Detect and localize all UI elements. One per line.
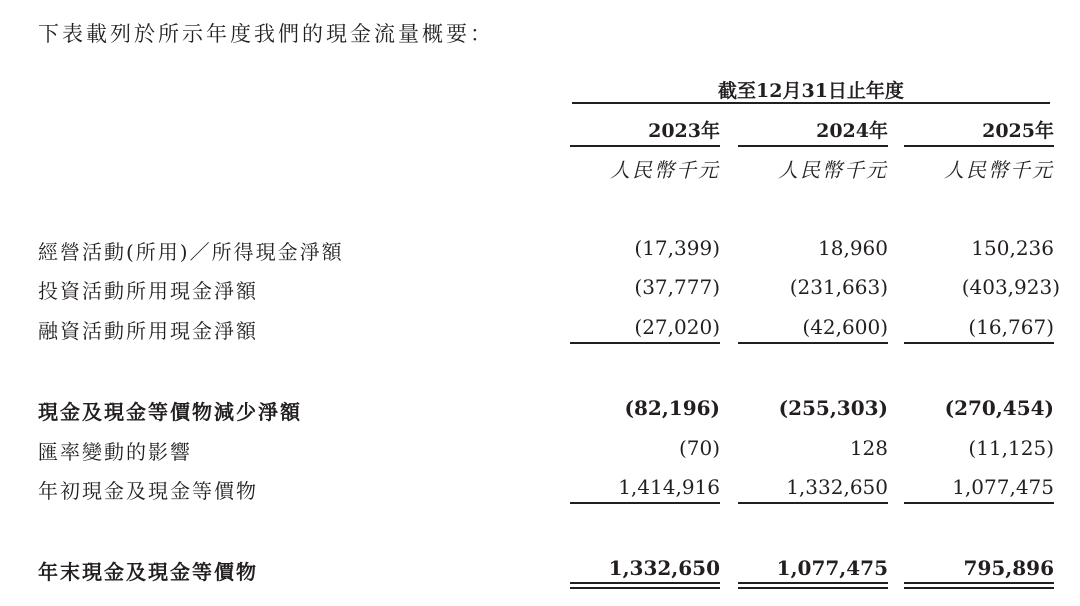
value-2025: 1,077,475 [952,475,1054,499]
table-row [0,436,1080,466]
value-2024: 1,077,475 [776,556,888,580]
table-row [0,315,1080,345]
value-2025: (11,125) [968,436,1054,460]
value-2025: 795,896 [963,556,1054,580]
value-2023: (70) [678,436,720,460]
year-header-2023: 2023年 [570,116,720,147]
total-double-rule [904,582,1054,589]
value-2025: (16,767) [968,315,1054,339]
year-header-2024: 2024年 [738,116,888,147]
total-double-rule [570,582,720,589]
row-label: 投資活動所用現金淨額 [38,279,258,303]
row-label: 年末現金及現金等價物 [38,560,258,584]
row-label: 現金及現金等價物減少淨額 [38,400,302,424]
subtotal-rule [904,342,1054,344]
unit-label: 人民幣千元 [778,158,888,182]
subtotal-rule [570,502,720,504]
value-2023: (27,020) [634,315,720,339]
intro-text: 下表載列於所示年度我們的現金流量概要： [38,22,494,46]
subtotal-rule [904,502,1054,504]
table-row [0,275,1080,305]
value-2023: (82,196) [624,396,720,420]
period-rule [572,102,1050,104]
subtotal-rule [738,342,888,344]
table-row [0,396,1080,426]
value-2024: (42,600) [802,315,888,339]
value-2024: (255,303) [778,396,888,420]
value-2023: (17,399) [634,236,720,260]
subtotal-rule [738,502,888,504]
unit-label: 人民幣千元 [944,158,1054,182]
value-2024: (231,663) [789,275,888,299]
table-row [0,236,1080,266]
row-label: 經營活動(所用)／所得現金淨額 [38,240,344,264]
period-header: 截至12月31日止年度 [718,80,904,102]
row-label: 融資活動所用現金淨額 [38,319,258,343]
subtotal-rule [570,342,720,344]
total-double-rule [738,582,888,589]
unit-label: 人民幣千元 [610,158,720,182]
value-2024: 1,332,650 [786,475,888,499]
value-2023: (37,777) [634,275,720,299]
value-2024: 128 [849,436,888,460]
value-2025: 150,236 [971,236,1054,260]
table-row [0,475,1080,505]
value-2025: (403,923) [961,275,1060,299]
value-2025: (270,454) [944,396,1054,420]
row-label: 匯率變動的影響 [38,440,192,464]
value-2023: 1,414,916 [618,475,720,499]
row-label: 年初現金及現金等價物 [38,479,258,503]
value-2024: 18,960 [818,236,888,260]
year-header-2025: 2025年 [904,116,1054,147]
value-2023: 1,332,650 [608,556,720,580]
